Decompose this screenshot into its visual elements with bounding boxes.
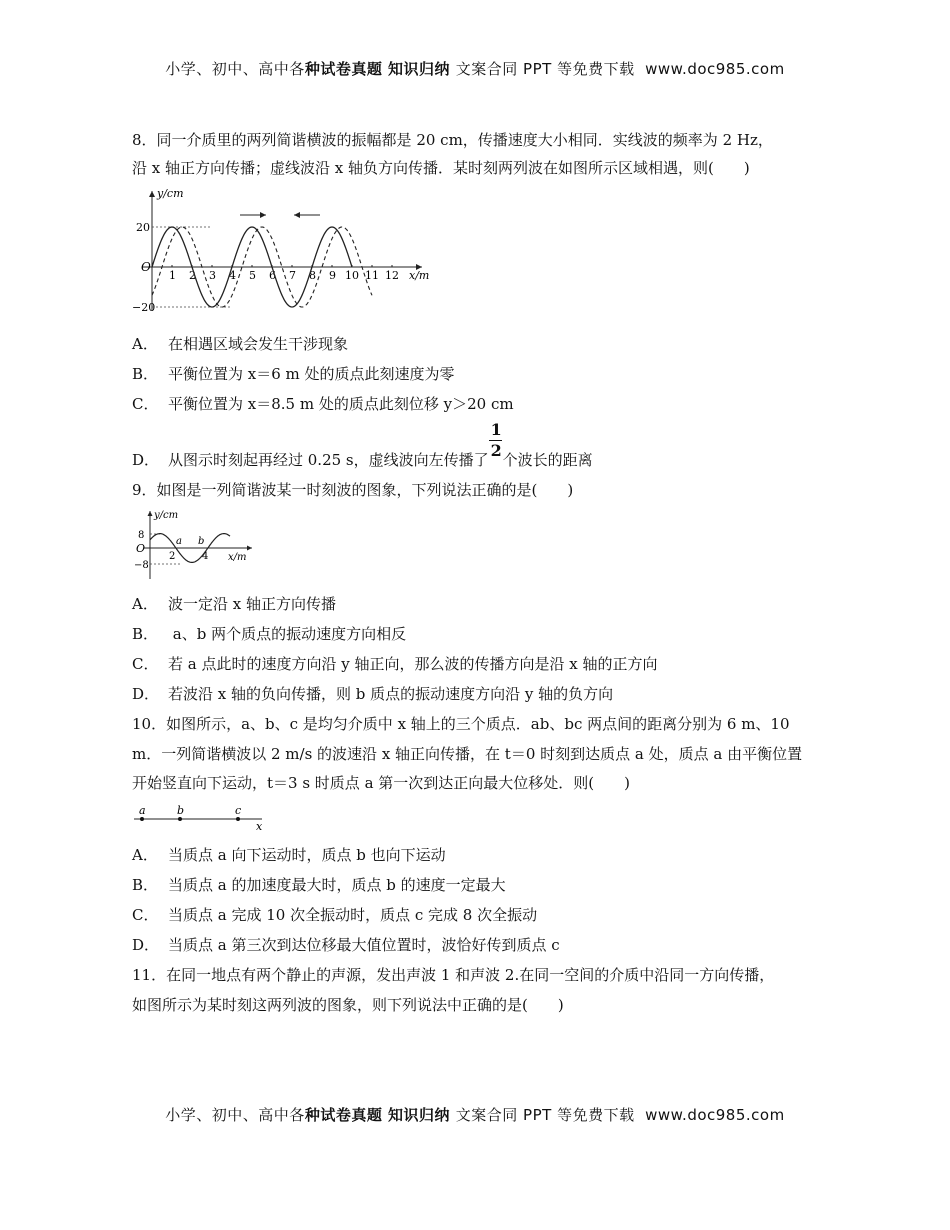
q10-label-c: c <box>235 804 242 817</box>
q10-option-a[interactable]: A． 当质点 a 向下运动时，质点 b 也向下运动 <box>132 846 446 864</box>
header-url[interactable]: www.doc985.com <box>645 60 785 78</box>
q8-xtick-label: 2 <box>189 269 196 282</box>
q8-x-label: x/m <box>409 269 430 282</box>
q8-wave-figure <box>132 185 442 320</box>
q10-point-a-dot <box>140 817 144 821</box>
q9-option-b[interactable]: B． a、b 两个质点的振动速度方向相反 <box>132 625 407 643</box>
fraction-numerator: 1 <box>490 420 502 439</box>
q9-option-d[interactable]: D． 若波沿 x 轴的负向传播，则 b 质点的振动速度方向沿 y 轴的负方向 <box>132 685 614 703</box>
q9-ytick-8: 8 <box>138 530 145 541</box>
q9-origin: O <box>136 542 146 555</box>
q9-option-c[interactable]: C． 若 a 点此时的速度方向沿 y 轴正向，那么波的传播方向是沿 x 轴的正方向 <box>132 655 658 673</box>
q8-ytick-neg20: −20 <box>132 301 156 314</box>
q10-point-c-dot <box>236 817 240 821</box>
q10-label-b: b <box>177 804 185 817</box>
q8-xtick-label: 6 <box>269 269 276 282</box>
q10-point-b-dot <box>178 817 182 821</box>
q8-xtick-label: 11 <box>365 269 379 282</box>
q8-line1: 8．同一介质里的两列简谐横波的振幅都是 20 cm，传播速度大小相同．实线波的频率为 2 Hz， <box>132 131 773 149</box>
q8-xtick-label: 1 <box>169 269 176 282</box>
q10-option-d[interactable]: D． 当质点 a 第三次到达位移最大值位置时，波恰好传到质点 c <box>132 936 560 954</box>
q8-y-label: y/cm <box>157 187 184 200</box>
q9-line1: 9．如图是一列简谐波某一时刻波的图象，下列说法正确的是( ) <box>132 481 574 499</box>
q8-xtick-label: 12 <box>385 269 399 282</box>
q8-option-c[interactable]: C． 平衡位置为 x＝8.5 m 处的质点此刻位移 y＞20 cm <box>132 395 514 413</box>
q8-origin: O <box>141 260 151 274</box>
q10-axis-figure <box>132 803 272 833</box>
footer-url[interactable]: www.doc985.com <box>645 1106 785 1124</box>
header-text-a: 小学、初中、高中各 <box>165 60 305 78</box>
q9-x-label: x/m <box>228 552 247 563</box>
q10-line3: 开始竖直向下运动，t＝3 s 时质点 a 第一次到达正向最大位移处．则( ) <box>132 774 630 792</box>
q8-xtick-label: 3 <box>209 269 216 282</box>
q11-line1: 11．在同一地点有两个静止的声源，发出声波 1 和声波 2.在同一空间的介质中沿同一方向传播， <box>132 966 775 984</box>
q8-xtick-label: 5 <box>249 269 256 282</box>
q9-wave-figure <box>132 507 262 582</box>
q8-option-b[interactable]: B． 平衡位置为 x＝6 m 处的质点此刻速度为零 <box>132 365 455 383</box>
q9-xtick-4: 4 <box>202 551 209 562</box>
q11-line2: 如图所示为某时刻这两列波的图象，则下列说法中正确的是( ) <box>132 996 564 1014</box>
page-header <box>0 58 950 79</box>
q10-label-a: a <box>139 804 146 817</box>
q8-option-d[interactable]: D． 从图示时刻起再经过 0.25 s，虚线波向左传播了 $\frac{1}{2}$ 个波长的距离 <box>132 420 593 469</box>
q8-xtick-label: 7 <box>289 269 296 282</box>
q9-point-b: b <box>198 536 205 547</box>
q8-option-a[interactable]: A． 在相遇区域会发生干涉现象 <box>132 335 349 353</box>
q10-label-x: x <box>256 820 263 833</box>
header-text-b: 种试卷真题 <box>304 60 383 78</box>
q10-line2: m．一列简谐横波以 2 m/s 的波速沿 x 轴正向传播，在 t＝0 时刻到达质点 a 处，质点 a 由平衡位置 <box>132 745 803 763</box>
q9-xtick-2: 2 <box>169 551 176 562</box>
q8-ytick-20: 20 <box>136 221 150 234</box>
q9-point-a: a <box>176 536 182 547</box>
fraction-denominator: 2 <box>490 441 502 460</box>
header-text-d: 文案合同 PPT 等免费下载 <box>455 60 635 78</box>
q10-option-b[interactable]: B． 当质点 a 的加速度最大时，质点 b 的速度一定最大 <box>132 876 506 894</box>
q9-ytick-neg8: −8 <box>134 560 149 571</box>
page-footer: 小学、初中、高中各种试卷真题 知识归纳 文案合同 PPT 等免费下载 www.doc985.com <box>165 1106 785 1124</box>
q8-xtick-label: 9 <box>329 269 336 282</box>
q9-y-label: y/cm <box>154 510 179 521</box>
q8-xtick-label: 4 <box>229 269 236 282</box>
header-text-c: 知识归纳 <box>382 60 456 78</box>
q10-option-c[interactable]: C． 当质点 a 完成 10 次全振动时，质点 c 完成 8 次全振动 <box>132 906 538 924</box>
q10-line1: 10．如图所示，a、b、c 是均匀介质中 x 轴上的三个质点．ab、bc 两点间的距离分别为 6 m、10 <box>132 715 790 733</box>
q8-xtick-label: 10 <box>345 269 359 282</box>
q8-xtick-label: 8 <box>309 269 316 282</box>
q9-option-a[interactable]: A． 波一定沿 x 轴正方向传播 <box>132 595 336 613</box>
q8-line2: 沿 x 轴正方向传播；虚线波沿 x 轴负方向传播．某时刻两列波在如图所示区域相遇，则( ) <box>132 159 750 177</box>
